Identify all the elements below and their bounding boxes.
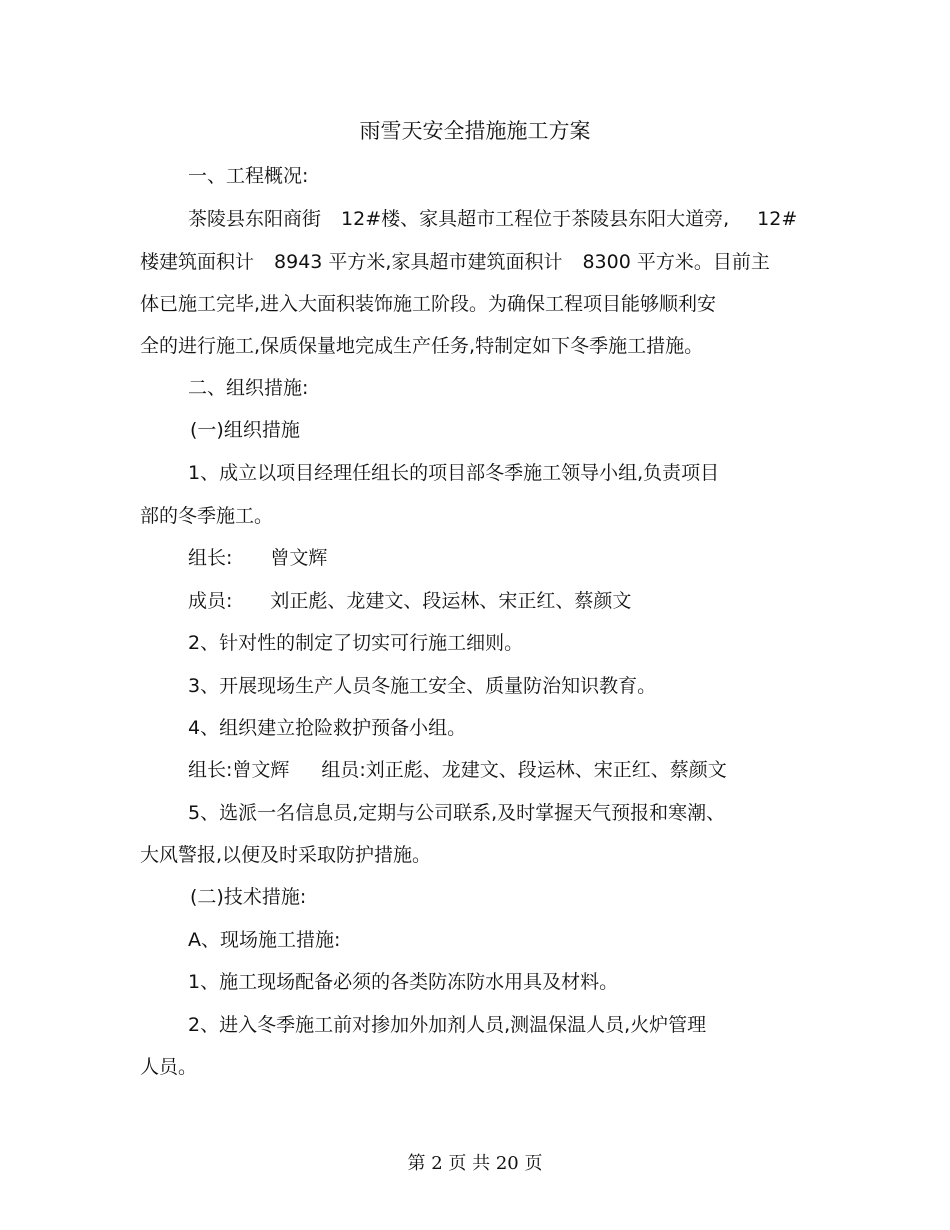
item-2: 2、针对性的制定了切实可行施工细则。 [188, 632, 524, 654]
subsection-1-heading: (一)组织措施 [190, 419, 300, 441]
overview-line-2 [140, 248, 770, 276]
section-2-heading: 二、组织措施: [188, 377, 309, 399]
measure-a-1: 1、施工现场配备必须的各类防冻防水用具及材料。 [188, 971, 619, 993]
leader-1-line [188, 544, 327, 572]
overview-line-1-part-b: 12#楼、家具超市工程位于茶陵县东阳大道旁, [341, 208, 730, 230]
overview-line-4: 全的进行施工,保质保量地完成生产任务,特制定如下冬季施工措施。 [140, 335, 704, 357]
item-1-line-1: 1、成立以项目经理任组长的项目部冬季施工领导小组,负责项目 [188, 462, 720, 484]
item-5-line-2: 大风警报,以便及时采取防护措施。 [140, 844, 432, 866]
leader-1-label: 组长: [188, 547, 233, 569]
leader-1-name: 曾文辉 [270, 547, 328, 569]
overview-line-3: 体已施工完毕,进入大面积装饰施工阶段。为确保工程项目能够顺利安 [140, 293, 717, 315]
overview-line-2-part-a: 楼建筑面积计 [140, 251, 255, 273]
rescue-team-members: 组员:刘正彪、龙建文、段运林、宋正红、蔡颜文 [321, 759, 727, 781]
overview-line-1-part-c: 12# [757, 208, 798, 230]
measure-a-2-line-2: 人员。 [140, 1056, 198, 1078]
item-5-line-1: 5、选派一名信息员,定期与公司联系,及时掌握天气预报和寒潮、 [188, 802, 726, 824]
rescue-team-leader: 组长:曾文辉 [188, 759, 290, 781]
item-1-line-2: 部的冬季施工。 [140, 505, 274, 527]
members-1-line [188, 587, 631, 615]
members-1-label: 成员: [188, 590, 233, 612]
page-number-footer: 第 2 页 共 20 页 [407, 1153, 543, 1174]
item-3: 3、开展现场生产人员冬施工安全、质量防治知识教育。 [188, 675, 657, 697]
section-1-heading: 一、工程概况: [188, 165, 309, 187]
overview-line-1 [188, 205, 797, 233]
subsection-2-heading: (二)技术措施: [190, 886, 307, 908]
document-title: 雨雪天安全措施施工方案 [359, 119, 591, 143]
overview-line-2-part-b: 8943 平方米,家具超市建筑面积计 [274, 251, 563, 273]
subsection-a-heading: A、现场施工措施: [188, 929, 341, 951]
rescue-team-line [188, 756, 727, 784]
overview-line-1-part-a: 茶陵县东阳商街 [188, 208, 322, 230]
members-1-names: 刘正彪、龙建文、段运林、宋正红、蔡颜文 [270, 590, 632, 612]
item-4: 4、组织建立抢险救护预备小组。 [188, 717, 467, 739]
overview-line-2-part-c: 8300 平方米。目前主 [582, 251, 770, 273]
measure-a-2-line-1: 2、进入冬季施工前对掺加外加剂人员,测温保温人员,火炉管理 [188, 1014, 707, 1036]
